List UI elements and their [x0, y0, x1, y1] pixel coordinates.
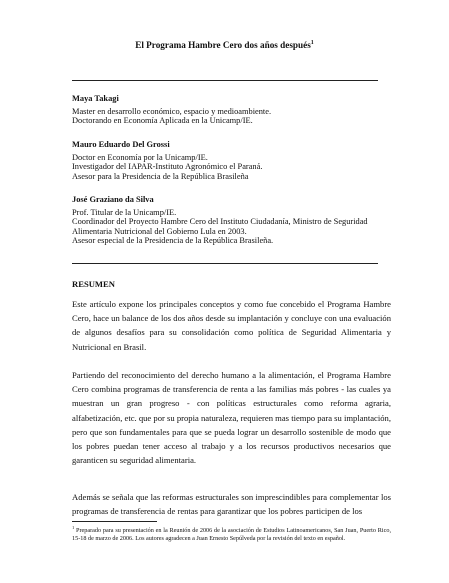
footnote-divider — [72, 521, 157, 522]
author-credential: Master en desarrollo económico, espacio y medioambiente. — [72, 106, 272, 116]
section-heading-resumen: RESUMEN — [72, 279, 115, 289]
author-credential: Asesor para la Presidencia de la República Brasileña — [72, 171, 249, 181]
author-credential: Alimentaria Nutricional del Gobierno Lula en 2003. — [72, 226, 247, 236]
body-paragraph: Este artículo expone los principales conceptos y como fue concebido el Programa Hambre Cero, hace un balance de los dos años desde su implantación y concluye con una evaluación de algunos desafíos para su consolidación como política de Seguridad Alimentaria y Nutricional en Brasil. — [72, 299, 391, 352]
author-credential: Asesor especial de la Presidencia de la República Brasileña. — [72, 236, 274, 246]
footnote-mark: 1 — [72, 525, 75, 530]
author-block-graziano — [72, 195, 392, 246]
body-paragraph: Además se señala que las reformas estructurales son imprescindibles para complementar los programas de transferencia de rentas para garantizar que los pobres participen de los — [72, 492, 391, 517]
author-name: José Graziano da Silva — [72, 195, 154, 204]
footnote-text: Preparado para su presentación en la Reunión de 2006 de la asociación de Estudios Latinoamericanos, San Juan, Puerto Rico, 15-18 de marzo de 2006. Los autores agradecen a Juan Ernesto Sepúlveda por la revisión del texto en español. — [72, 527, 391, 542]
author-block-del-grossi — [72, 140, 392, 181]
section-divider — [72, 263, 378, 264]
document-title — [0, 40, 449, 50]
author-credential: Investigador del IAPAR-Instituto Agronómico el Paraná. — [72, 162, 263, 172]
body-paragraph: Partiendo del reconocimiento del derecho humano a la alimentación, el Programa Hambre Cero combina programas de transferencia de renta a las familias más pobres - las cuales ya muestran un gran progreso - con políticas estructurales como reforma agraria, alfabetización, etc. que por su propia naturaleza, requieren mas tiempo para su implantación, pero que son fundamentales para que se pueda lograr un desarrollo sostenible de modo que los pobres puedan tener acceso al trabajo y a los recursos productivos necesarios que garanticen su seguridad alimentaria. — [72, 370, 391, 466]
title-footnote-mark: 1 — [310, 40, 314, 46]
author-credential: Prof. Titular de la Unicamp/IE. — [72, 207, 177, 217]
title-text: El Programa Hambre Cero dos años después — [135, 40, 311, 51]
author-credential: Coordinador del Proyecto Hambre Cero del Instituto Ciudadanía, Ministro de Seguridad — [72, 217, 368, 227]
author-credential: Doctor en Economía por la Unicamp/IE. — [72, 152, 208, 162]
author-name: Maya Takagi — [72, 94, 119, 103]
author-credential: Doctorando en Economía Aplicada en la Unicamp/IE. — [72, 116, 253, 126]
author-block-takagi — [72, 94, 392, 126]
author-name: Mauro Eduardo Del Grossi — [72, 140, 170, 149]
footnote — [72, 524, 391, 542]
top-divider — [72, 80, 378, 81]
